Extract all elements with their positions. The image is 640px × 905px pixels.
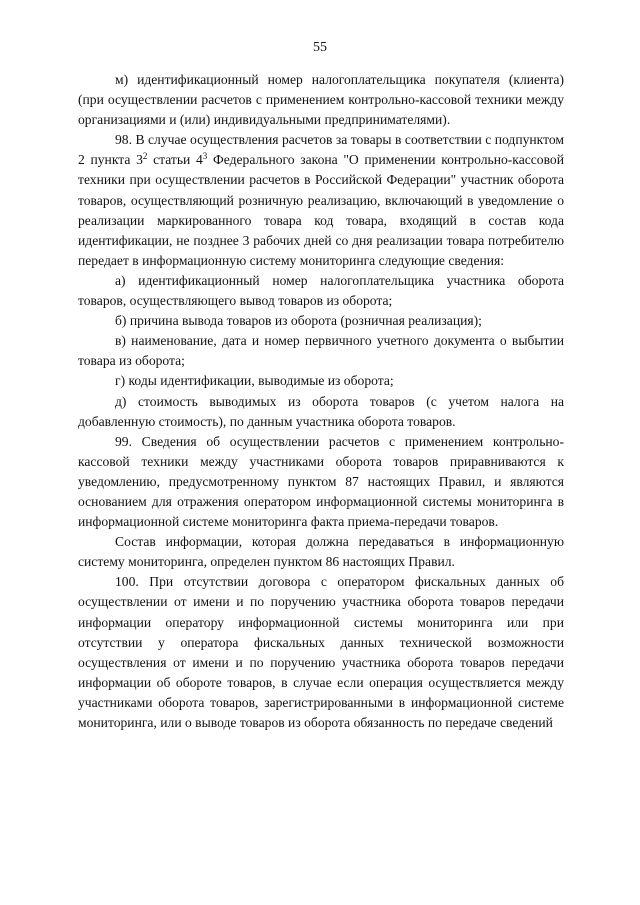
paragraph-98-superscript-article: 3 <box>202 151 208 162</box>
list-item-d-goods-cost: д) стоимость выводимых из оборота товаров (с учетом налога на добавленную стоимость), по данным участника оборота товаров. <box>78 393 564 429</box>
paragraph-98-retail-sale-reporting <box>78 130 564 271</box>
paragraph-100-no-fiscal-operator-contract: 100. При отсутствии договора с оператором фискальных данных об осуществлении от имени и по поручению участника оборота товаров передачи информации оператору информационной системы мониторинга или при отсутствии у оператора фискальных данных технической возможности осуществления от имени и по поручению участника оборота товаров передачи информации об обороте товаров, в случае если операция осуществляется между участниками оборота товаров, зарегистрированными в информационной системе мониторинга, или о выводе товаров из оборота обязанность по передаче сведений <box>78 574 564 730</box>
paragraph-information-composition: Состав информации, которая должна передаваться в информационную систему мониторинга, определен пунктом 86 настоящих Правил. <box>78 534 564 570</box>
list-item-b-withdrawal-reason: б) причина вывода товаров из оборота (розничная реализация); <box>115 313 482 329</box>
paragraph-98-superscript-point: 2 <box>142 151 148 162</box>
paragraph-99-cash-register-data: 99. Сведения об осуществлении расчетов с применением контрольно-кассовой техники между участниками оборота товаров приравниваются к уведомлению, предусмотренному пунктом 87 настоящих Правил, и являются основанием для отражения оператором информационной системы мониторинга в информационной системе мониторинга факта приема-передачи товаров. <box>78 433 564 530</box>
document-body <box>78 70 564 733</box>
page-number: 55 <box>313 40 327 55</box>
paragraph-98-text-end: Федерального закона "О применении контрольно-кассовой техники при осуществлении расчетов в Российской Федерации" участник оборота товаров, осуществляющий розничную реализацию, включающий в уведомление о реализации маркированного товара код товара, входящий в состав кода идентификации, не позднее 3 рабочих дней со дня реализации товара потребителю передает в информационную систему мониторинга следующие сведения: <box>78 152 564 268</box>
list-item-g-identification-codes: г) коды идентификации, выводимые из оборота; <box>115 373 394 389</box>
paragraph-m-buyer-inn: м) идентификационный номер налогоплательщика покупателя (клиента) (при осуществлении расчетов с применением контрольно-кассовой техники между организациями и (или) индивидуальными предпринимателями). <box>78 72 564 128</box>
paragraph-98-text-article: статьи 4 <box>147 152 203 168</box>
paragraph-98-text-start: 98. В случае осуществления расчетов за товары в соответствии с подпунктом 2 пункта 3 <box>78 132 564 168</box>
list-item-v-primary-document: в) наименование, дата и номер первичного учетного документа о выбытии товара из оборота; <box>78 333 564 369</box>
list-item-a-seller-inn: а) идентификационный номер налогоплательщика участника оборота товаров, осуществляющего вывод товаров из оборота; <box>78 272 564 309</box>
